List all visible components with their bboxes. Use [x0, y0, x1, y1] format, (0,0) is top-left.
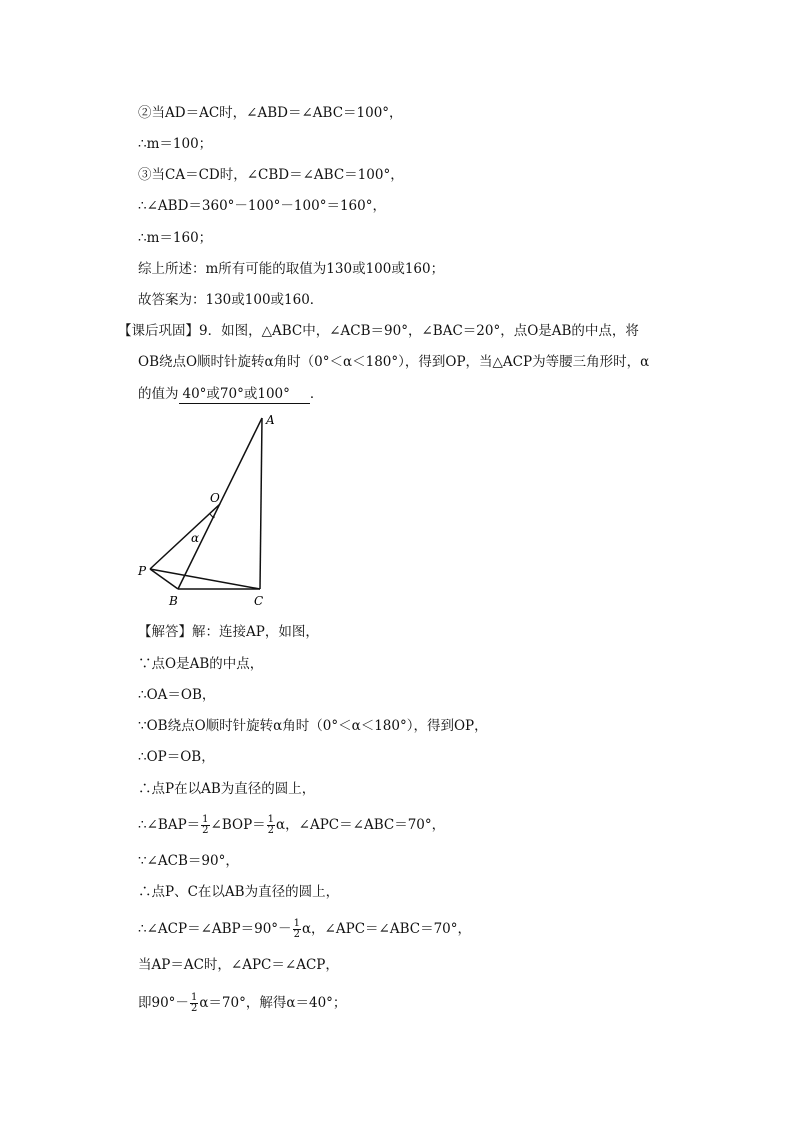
- solution-text: α，∠APC＝∠ABC＝70°，: [276, 817, 446, 833]
- fraction: $\frac{1}{2}$: [202, 814, 209, 836]
- text-line: 综上所述：m所有可能的取值为130或100或160；: [138, 261, 445, 277]
- solution-line: ∴点P在以AB为直径的圆上，: [138, 781, 316, 797]
- solution-line: [138, 993, 346, 1014]
- solution-text: 解：连接AP，如图，: [192, 624, 319, 640]
- solution-text: 即90°－: [138, 995, 189, 1011]
- text-line: ∴m＝160；: [138, 230, 213, 246]
- solution-line: ∴点P、C在以AB为直径的圆上，: [138, 884, 340, 900]
- solution-line: ∴OP＝OB，: [138, 749, 215, 765]
- question-line: OB绕点O顺时针旋转α角时（0°＜α＜180°），得到OP，当△ACP为等腰三角形时，α: [138, 354, 650, 370]
- fraction: $\frac{1}{2}$: [293, 918, 300, 940]
- question-line: [118, 322, 639, 340]
- solution-text: α，∠APC＝∠ABC＝70°，: [301, 921, 472, 937]
- solution-line: 当AP＝AC时，∠APC＝∠ACP，: [138, 957, 339, 973]
- text-line: ②当AD＝AC时，∠ABD＝∠ABC＝100°，: [138, 105, 403, 121]
- segment-op: [150, 504, 220, 569]
- solution-line: ∵点O是AB的中点，: [138, 656, 264, 672]
- label-alpha: α: [191, 531, 200, 545]
- question-line: [138, 385, 323, 404]
- question-suffix: ．: [309, 386, 324, 402]
- label-p: P: [138, 564, 147, 578]
- segment-ac: [260, 418, 262, 589]
- segment-pc: [150, 569, 260, 589]
- text-line: ③当CA＝CD时，∠CBD＝∠ABC＝100°，: [138, 167, 404, 183]
- text-line: ∴m＝100；: [138, 136, 213, 152]
- answer-blank: 40°或70°或100°: [179, 385, 310, 404]
- solution-line: [138, 919, 471, 940]
- geometry-figure: [130, 408, 290, 608]
- question-tag: 【课后巩固】: [118, 323, 199, 339]
- text-line: 故答案为：130或100或160．: [138, 292, 324, 308]
- text-line: ∴∠ABD＝360°－100°－100°＝160°，: [138, 198, 386, 214]
- solution-line: ∴OA＝OB，: [138, 687, 216, 703]
- fraction: $\frac{1}{2}$: [267, 814, 275, 836]
- solution-line: [138, 815, 445, 836]
- solution-line: [138, 623, 319, 641]
- solution-line: ∵∠ACB＝90°，: [138, 853, 239, 869]
- solution-tag: 【解答】: [138, 624, 192, 640]
- solution-text: ∴∠BAP＝: [138, 817, 201, 833]
- solution-text: ∴∠ACP＝∠ABP＝90°－: [138, 921, 292, 937]
- label-a: A: [266, 413, 275, 427]
- label-o: O: [210, 491, 220, 505]
- solution-text: α＝70°，解得α＝40°；: [199, 995, 347, 1011]
- question-prefix: 的值为: [138, 386, 179, 402]
- solution-line: ∵OB绕点O顺时针旋转α角时（0°＜α＜180°），得到OP，: [138, 718, 488, 734]
- label-c: C: [254, 594, 264, 608]
- fraction: $\frac{1}{2}$: [190, 992, 198, 1014]
- label-b: B: [169, 594, 178, 608]
- segment-ab: [178, 418, 262, 589]
- question-text: 9．如图，△ABC中，∠ACB＝90°，∠BAC＝20°，点O是AB的中点，将: [199, 323, 639, 339]
- solution-text: ∠BOP＝: [210, 817, 266, 833]
